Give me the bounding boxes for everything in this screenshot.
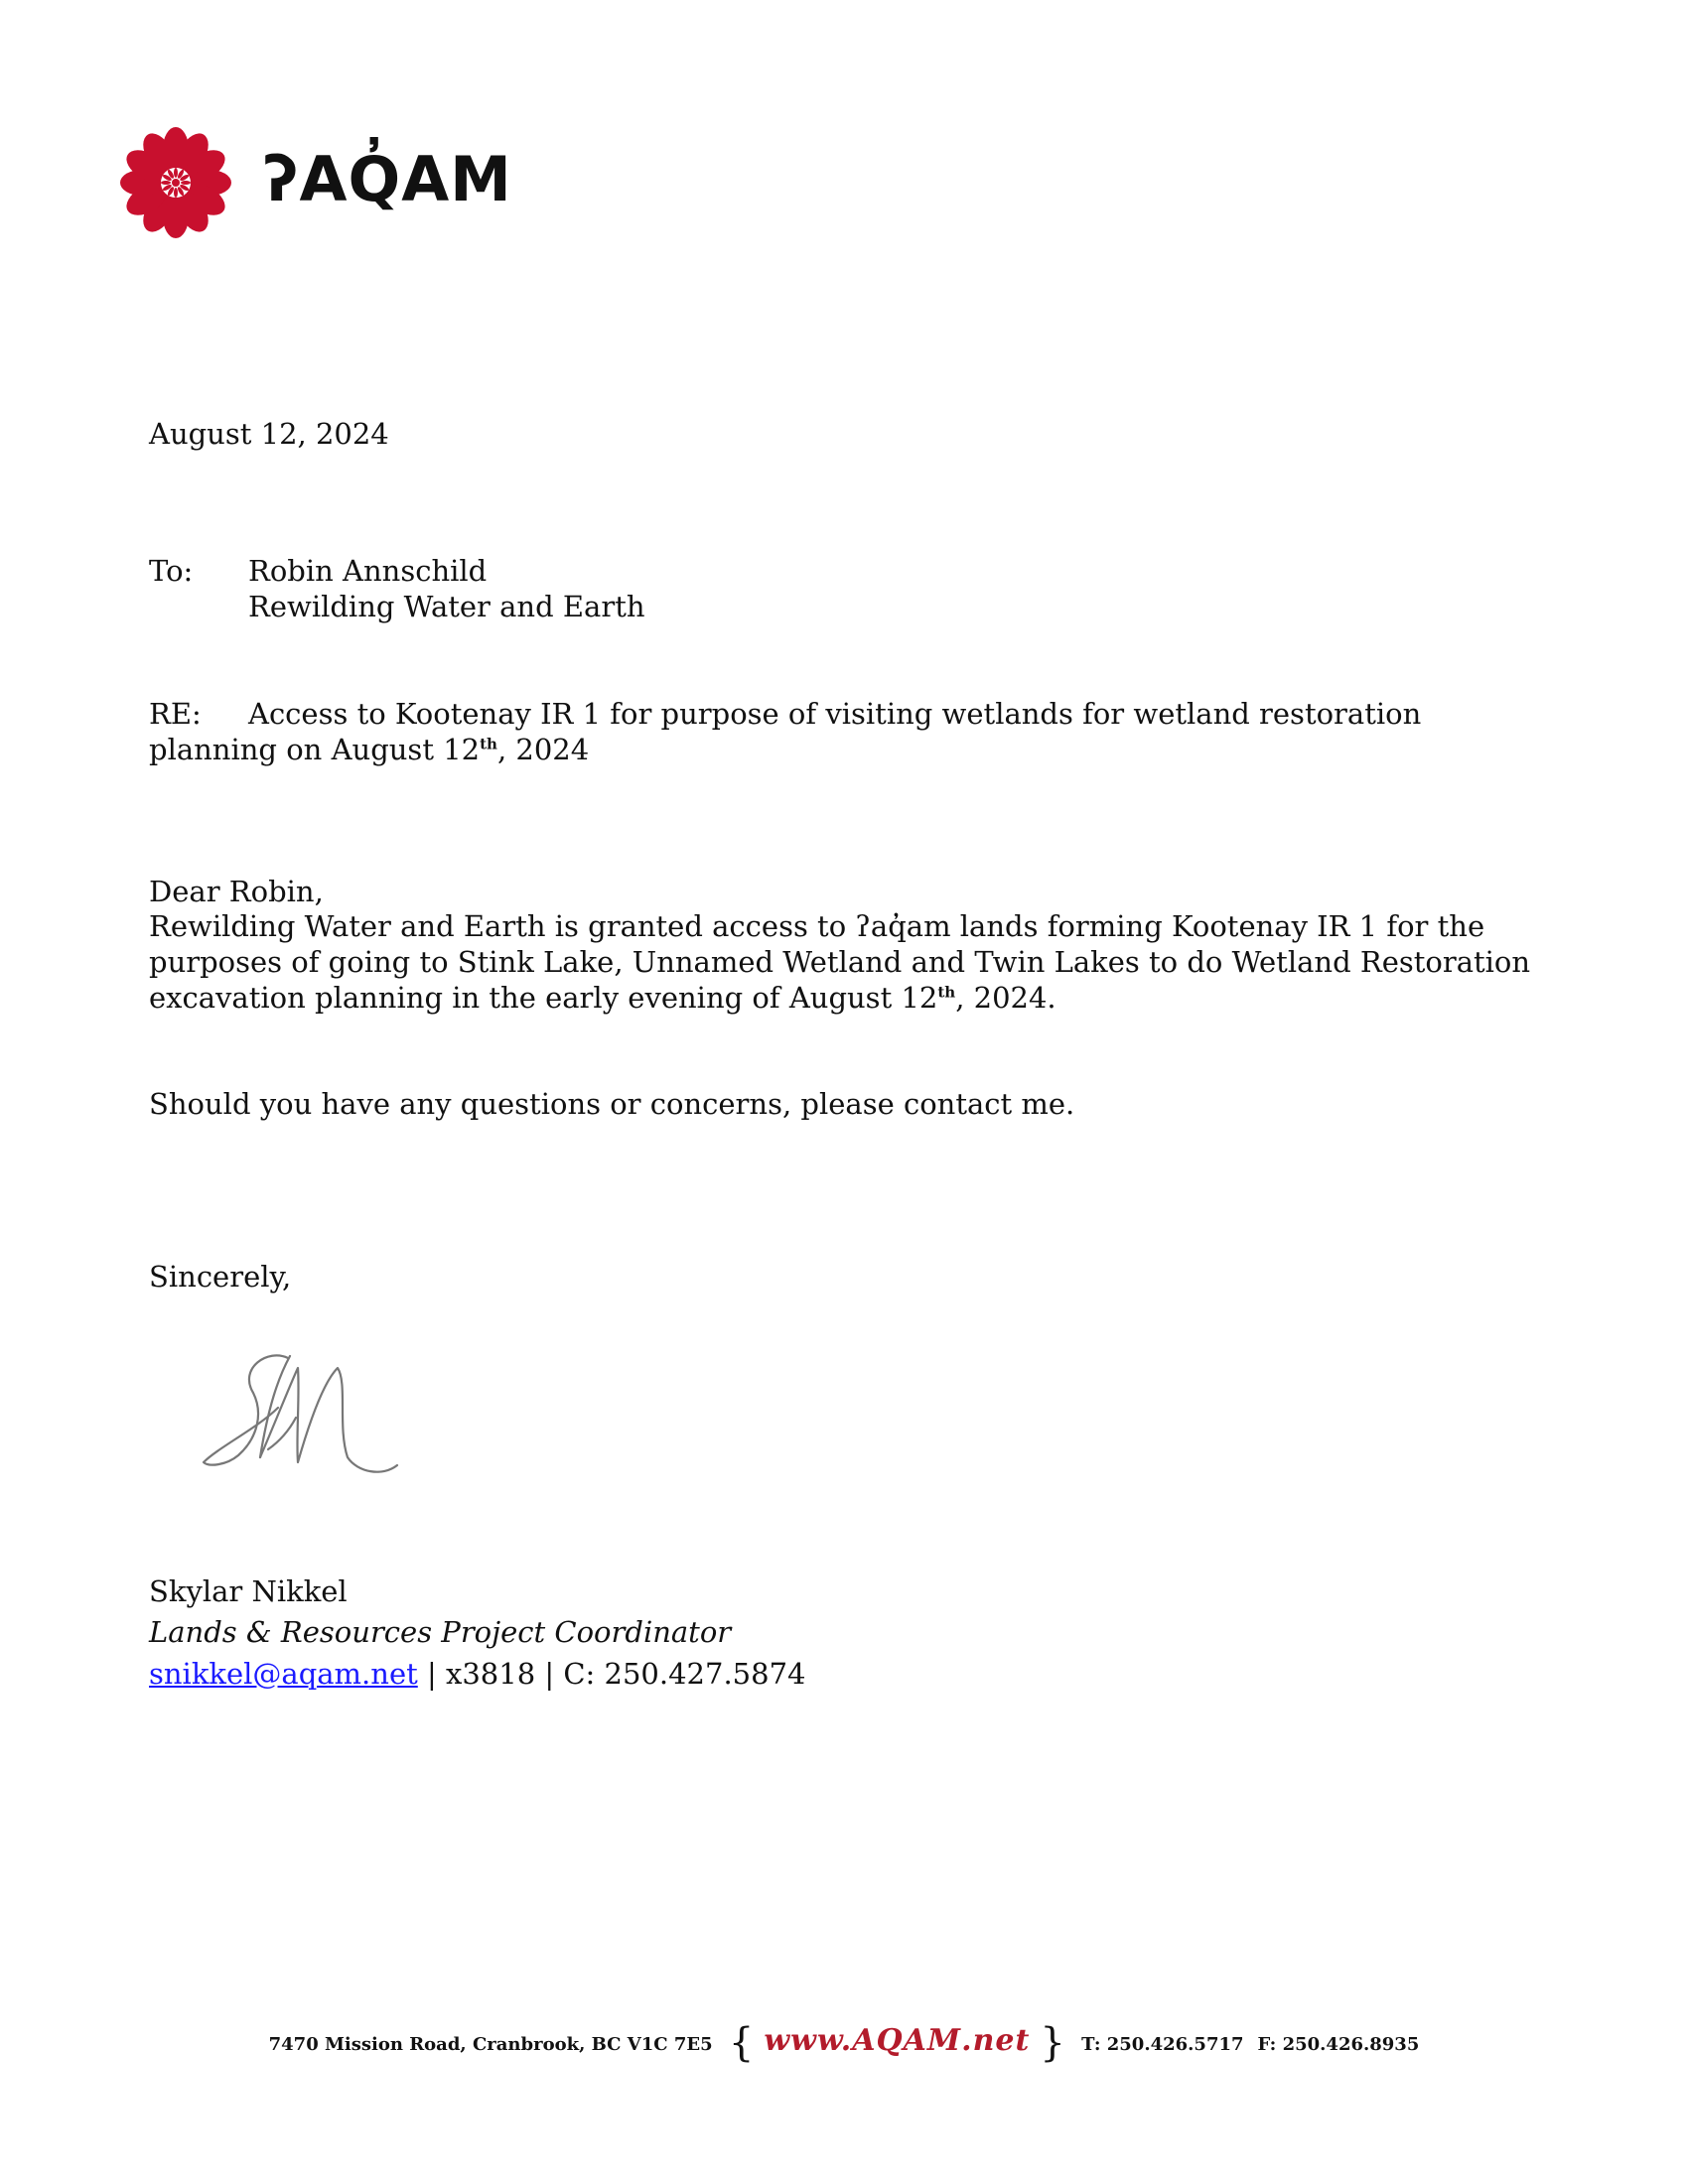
email-link[interactable]: snikkel@aqam.net <box>149 1657 418 1691</box>
footer-fax: F: 250.426.8935 <box>1257 2034 1420 2055</box>
paragraph-1-ordinal: th <box>937 983 956 1002</box>
footer-phone: T: 250.426.5717 <box>1081 2034 1244 2055</box>
signature-image <box>199 1338 417 1497</box>
recipient-label: To: <box>149 554 194 588</box>
signer-title: Lands & Resources Project Coordinator <box>149 1615 732 1649</box>
organization-wordmark: ʔAQ̓AM <box>263 143 512 215</box>
subject-line <box>149 696 1539 767</box>
closing: Sincerely, <box>149 1260 292 1294</box>
subject-ordinal: th <box>480 735 497 753</box>
recipient-organization: Rewilding Water and Earth <box>248 590 645 623</box>
contact-details: | x3818 | C: 250.427.5874 <box>417 1657 806 1691</box>
logo-inner-petal <box>174 188 178 198</box>
subject-text: Access to Kootenay IR 1 for purpose of visiting wetlands for wetland restoration planning on August 12 <box>149 697 1422 766</box>
logo-inner-petal <box>174 168 178 178</box>
flower-logo-icon <box>114 121 238 245</box>
letterhead-footer <box>0 2020 1688 2066</box>
footer-close-brace: } <box>1040 2020 1065 2066</box>
signer-contact <box>149 1656 805 1692</box>
body-paragraph-1 <box>149 908 1539 1016</box>
body-paragraph-2: Should you have any questions or concerns, please contact me. <box>149 1087 1075 1121</box>
letter-date: August 12, 2024 <box>149 417 389 451</box>
footer-address: 7470 Mission Road, Cranbrook, BC V1C 7E5 <box>268 2034 713 2055</box>
letterhead-logo <box>114 121 521 245</box>
signature-icon <box>199 1338 417 1497</box>
logo-inner-petal <box>161 181 171 185</box>
subject-year: , 2024 <box>496 733 590 766</box>
salutation: Dear Robin, <box>149 875 324 908</box>
subject-label: RE: <box>149 697 202 731</box>
logo-inner-petal <box>181 181 191 185</box>
signer-name: Skylar Nikkel <box>149 1574 348 1608</box>
footer-website-link[interactable]: www.AQAM.net <box>764 2023 1031 2058</box>
footer-open-brace: { <box>728 2020 755 2066</box>
recipient-name: Robin Annschild <box>248 554 488 588</box>
paragraph-1-end: , 2024. <box>955 981 1056 1015</box>
paragraph-1-text: Rewilding Water and Earth is granted access to ʔaq̓am lands forming Kootenay IR 1 for the purposes of going to Stink Lake, Unnamed Wetland and Twin Lakes to do Wetland Restoration excavation planning in the early evening of August 12 <box>149 909 1531 1015</box>
